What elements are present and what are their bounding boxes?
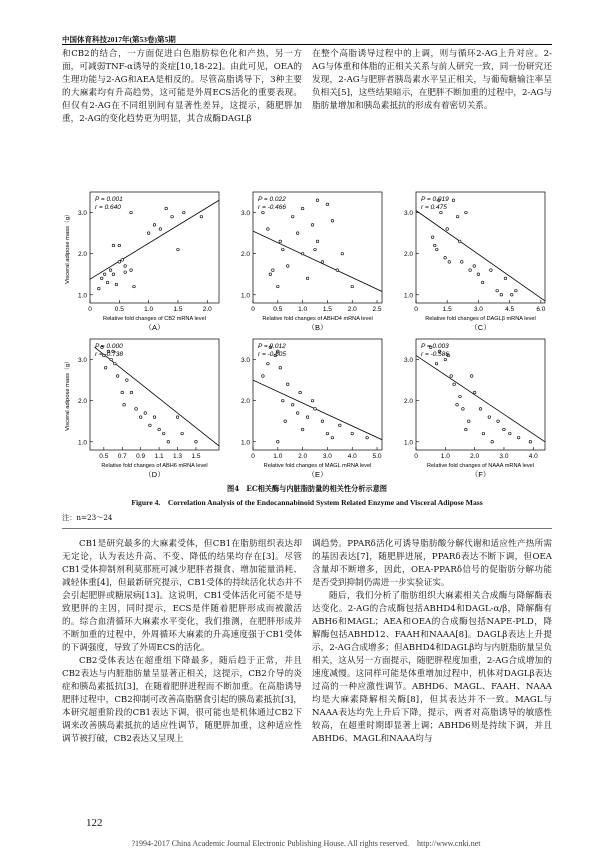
data-point xyxy=(159,228,162,231)
data-point xyxy=(491,440,494,443)
stat-p-value: P = 0.001 xyxy=(95,196,123,203)
data-point xyxy=(321,261,324,264)
data-point xyxy=(104,366,107,369)
paragraph: 和CB2的结合，一方面促进白色脂肪棕色化和产热，另一方面，可减弱TNF-α诱导的炎症[10,18-22]。由此可见，OEA的生理功能与2-AG和AEA是相反的。尽管高脂诱导下，3种主要的大麻素均有升高趋势，这可能是外周ECS活化的重要表现。但仅有2-AG在不同组别间有显著性差异，这提示，随肥胖加重，2-AG的变化趋势更为明显，其合成酶DAGLβ xyxy=(62,49,302,124)
data-point xyxy=(116,375,119,378)
x-tick-label: 2.0 xyxy=(470,453,480,460)
data-point xyxy=(479,408,482,411)
x-tick-label: 1.3 xyxy=(173,453,183,460)
x-tick-label: 1.5 xyxy=(442,306,452,313)
data-point xyxy=(311,224,314,227)
data-point xyxy=(469,269,472,272)
data-point xyxy=(200,215,203,218)
data-point xyxy=(130,211,133,214)
header-rule xyxy=(62,44,552,45)
data-point xyxy=(497,420,500,423)
data-point xyxy=(351,432,354,435)
data-point xyxy=(314,408,317,411)
data-point xyxy=(431,236,434,239)
x-tick-label: 3.0 xyxy=(473,306,483,313)
data-point xyxy=(504,277,507,280)
data-point xyxy=(165,207,168,210)
paragraph: CB1是研究最多的大麻素受体，但CB1在脂肪组织表达却无定论，认为表达升高、不变、降低的结果均存在[3]。尽管CB1受体抑制剂利莫那班可减少肥胖者摄食、增加能量消耗、减轻体重[4]，但最新研究提示，CB1受体的持续活化状态并不会引起肥胖或糖尿病[13]。这说明，CB1受体活化可能不是导致肥胖的主因，同时提示，ECS是伴随着肥胖形成而被激活的。综合血清循环大麻素水平变化，我们推测，在肥胖形成并不断加重的过程中，外周循环大麻素的升高速度强于CB1受体的下调强度，导致了外周ECS的活化。 xyxy=(62,539,302,653)
paragraph: CB2受体表达在超重组下降最多，随后趋于正常，并且CB2表达与内脏脂肪量呈显著正相关，这提示，CB2介导的炎症和胰岛素抵抗[3]，在随着肥胖进程而不断加重。在高脂诱导肥胖过程中，CB2抑制可改善高脂膳食引起的胰岛素抵抗[3]，本研究超重阶段的CB1表达下调，很可能也是机体通过CB2下调来改善胰岛素抵抗的适应性调节，随肥胖加重，这种适应性调节被打破，CB2表达又呈现上 xyxy=(62,656,302,744)
data-point xyxy=(529,440,532,443)
stat-p-value: P = 0.022 xyxy=(258,196,286,203)
regression-line xyxy=(416,355,545,441)
x-tick-label: 0.9 xyxy=(136,453,146,460)
data-point xyxy=(440,211,443,214)
data-point xyxy=(124,265,127,268)
stat-r-value: r = 0.640 xyxy=(95,204,121,211)
data-point xyxy=(436,248,439,251)
data-point xyxy=(453,383,456,386)
x-tick-label: 1.5 xyxy=(173,306,183,313)
panel-label: （B） xyxy=(307,323,328,332)
data-point xyxy=(277,285,280,288)
data-point xyxy=(351,285,354,288)
data-point xyxy=(299,391,302,394)
data-point xyxy=(465,428,468,431)
x-tick-label: 0.7 xyxy=(117,453,127,460)
data-point xyxy=(316,199,319,202)
data-point xyxy=(482,432,485,435)
y-tick-label: 3.0 xyxy=(77,357,87,365)
data-point xyxy=(144,412,147,415)
data-point xyxy=(339,424,342,427)
x-axis-label: Relative fold changes of DAGLβ mRNA level xyxy=(425,316,536,322)
data-point xyxy=(177,248,180,251)
data-point xyxy=(286,383,289,386)
scatter-panel xyxy=(225,333,388,480)
bottom-right-column xyxy=(312,538,552,746)
data-point xyxy=(336,269,339,272)
data-point xyxy=(106,281,109,284)
data-point xyxy=(130,391,133,394)
regression-line xyxy=(416,211,545,301)
data-point xyxy=(450,375,453,378)
data-point xyxy=(331,436,334,439)
top-left-column xyxy=(62,48,302,126)
data-point xyxy=(301,252,304,255)
y-tick-label: 1.0 xyxy=(77,439,87,447)
scatter-panel xyxy=(388,186,551,333)
data-point xyxy=(112,244,115,247)
x-tick-label: 1.0 xyxy=(440,453,450,460)
y-tick-label: 1.0 xyxy=(240,439,250,447)
x-tick-label: 4.0 xyxy=(528,453,538,460)
data-point xyxy=(331,219,334,222)
data-point xyxy=(109,269,112,272)
data-point xyxy=(110,358,113,361)
data-point xyxy=(121,259,124,262)
y-tick-label: 2.0 xyxy=(403,398,413,406)
y-axis-label: Visceral adipose mass（g） xyxy=(65,358,71,431)
page-number: 122 xyxy=(86,817,103,829)
x-tick-label: 0 xyxy=(414,306,418,313)
y-tick-label: 1.0 xyxy=(403,292,413,300)
stat-p-value: P = 0.019 xyxy=(421,196,449,203)
data-point xyxy=(118,244,121,247)
y-tick-label: 3.0 xyxy=(240,210,250,218)
stat-r-value: r = 0.475 xyxy=(421,204,447,211)
data-point xyxy=(126,379,129,382)
data-point xyxy=(456,403,459,406)
data-point xyxy=(488,416,491,419)
data-point xyxy=(301,428,304,431)
data-point xyxy=(311,399,314,402)
data-point xyxy=(456,215,459,218)
data-point xyxy=(444,256,447,259)
data-point xyxy=(301,207,304,210)
data-point xyxy=(281,248,284,251)
data-point xyxy=(435,362,438,365)
scatter-panel xyxy=(62,333,225,480)
data-point xyxy=(139,416,142,419)
top-right-column xyxy=(312,48,552,113)
data-point xyxy=(124,271,127,274)
data-point xyxy=(366,436,369,439)
data-point xyxy=(183,211,186,214)
y-tick-label: 2.0 xyxy=(240,251,250,259)
y-tick-label: 1.0 xyxy=(77,292,87,300)
data-point xyxy=(267,362,270,365)
data-point xyxy=(326,432,329,435)
x-tick-label: 3.0 xyxy=(322,453,332,460)
x-tick-label: 2.5 xyxy=(372,306,382,313)
paragraph: 调趋势。PPARδ活化可诱导脂肪酸分解代谢和适应性产热所需的基因表达[7]，随肥胖进展，PPARδ表达不断下调，但OEA含量却不断增多，因此，OEA-PPARδ信号的促脂肪分解功能是否受到抑制仍需进一步实验证实。 xyxy=(312,539,552,588)
x-tick-label: 1.0 xyxy=(144,306,154,313)
data-point xyxy=(465,211,468,214)
data-point xyxy=(467,420,470,423)
y-tick-label: 1.0 xyxy=(240,292,250,300)
data-point xyxy=(115,283,118,286)
stat-p-value: P = 0.012 xyxy=(258,343,286,350)
x-tick-label: 0.5 xyxy=(114,306,124,313)
data-point xyxy=(277,440,280,443)
x-tick-label: 0 xyxy=(251,306,255,313)
data-point xyxy=(460,261,463,264)
figure-4 xyxy=(62,186,552,480)
data-point xyxy=(446,228,449,231)
data-point xyxy=(162,432,165,435)
data-point xyxy=(100,277,103,280)
data-point xyxy=(458,240,461,243)
x-axis-label: Relative fold changes of MAGL mRNA level xyxy=(263,463,372,469)
data-point xyxy=(97,287,100,290)
data-point xyxy=(267,228,270,231)
scatter-panel xyxy=(62,186,225,333)
data-point xyxy=(473,265,476,268)
data-point xyxy=(153,224,156,227)
x-tick-label: 0 xyxy=(251,453,255,460)
stat-r-value: r = -0.505 xyxy=(258,351,287,358)
data-point xyxy=(306,277,309,280)
data-point xyxy=(510,293,513,296)
data-point xyxy=(272,269,275,272)
data-point xyxy=(321,420,324,423)
data-point xyxy=(481,281,484,284)
data-point xyxy=(123,403,126,406)
y-tick-label: 1.0 xyxy=(403,439,413,447)
y-tick-label: 2.0 xyxy=(403,251,413,259)
x-tick-label: 1.5 xyxy=(191,453,201,460)
data-point xyxy=(291,215,294,218)
paragraph: 在整个高脂诱导过程中的上调，则与循环2-AG上升对应。2-AG与体重和体脂的正相关关系与前人研究一致，同一份研究还发现，2-AG与肥胖者胰岛素水平呈正相关，与葡萄糖输注率呈负相关[5]，这些结果暗示，在肥胖不断加重的过程中，2-AG与脂肪量增加和胰岛素抵抗的形成有着密切关系。 xyxy=(312,49,552,111)
panel-label: （A） xyxy=(144,323,165,332)
x-tick-label: 1.0 xyxy=(273,453,283,460)
data-point xyxy=(503,428,506,431)
data-point xyxy=(195,440,198,443)
data-point xyxy=(158,428,161,431)
stat-r-value: r = -0.466 xyxy=(258,204,287,211)
stat-r-value: r = -0.586 xyxy=(421,351,450,358)
data-point xyxy=(515,289,518,292)
x-tick-label: 1.1 xyxy=(154,453,164,460)
data-point xyxy=(286,265,289,268)
x-tick-label: 0 xyxy=(414,453,418,460)
figure-caption-en: Figure 4. Correlation Analysis of the Endocannabinoid System Related Enzyme and Visceral Adipose Mass xyxy=(131,498,483,507)
data-point xyxy=(306,416,309,419)
data-point xyxy=(103,273,106,276)
data-point xyxy=(296,412,299,415)
scatter-panel xyxy=(388,333,551,480)
regression-line xyxy=(90,200,219,279)
data-point xyxy=(459,395,462,398)
data-point xyxy=(291,403,294,406)
x-axis-label: Relative fold changes of ABH6 mRNA level xyxy=(101,463,208,469)
data-point xyxy=(176,416,179,419)
x-tick-label: 1.0 xyxy=(298,306,308,313)
y-tick-label: 3.0 xyxy=(403,357,413,365)
data-point xyxy=(262,211,265,214)
data-point xyxy=(462,408,465,411)
y-axis-label: Visceral adipose mass（g） xyxy=(65,211,71,284)
x-tick-label: 4.0 xyxy=(347,453,357,460)
data-point xyxy=(314,248,317,251)
section-rule xyxy=(62,528,552,529)
stat-r-value: r = -0.738 xyxy=(95,351,124,358)
data-point xyxy=(316,240,319,243)
copyright-footer: ?1994-2017 China Academic Journal Electronic Publishing House. All rights reserved. http://www.cnki.net xyxy=(131,839,481,848)
data-point xyxy=(130,269,133,272)
data-point xyxy=(517,436,520,439)
data-point xyxy=(135,408,138,411)
y-tick-label: 2.0 xyxy=(77,251,87,259)
y-tick-label: 3.0 xyxy=(403,210,413,218)
data-point xyxy=(279,240,282,243)
data-point xyxy=(509,432,512,435)
data-point xyxy=(153,416,156,419)
stat-p-value: P = 0.000 xyxy=(95,343,123,350)
x-tick-label: 4.5 xyxy=(505,306,515,313)
scatter-panel xyxy=(225,186,388,333)
journal-header: 中国体育科技2017年(第53卷)第5期 xyxy=(62,35,176,44)
x-tick-label: 0.5 xyxy=(273,306,283,313)
data-point xyxy=(490,269,493,272)
data-point xyxy=(496,289,499,292)
panel-label: （E） xyxy=(307,470,328,479)
regression-line xyxy=(95,347,219,446)
data-point xyxy=(171,215,174,218)
x-tick-label: 2.0 xyxy=(202,306,212,313)
data-point xyxy=(181,432,184,435)
data-point xyxy=(149,424,152,427)
data-point xyxy=(281,399,284,402)
data-point xyxy=(269,273,272,276)
data-point xyxy=(118,261,121,264)
data-point xyxy=(114,362,117,365)
panel-label: （D） xyxy=(144,470,165,479)
data-point xyxy=(444,358,447,361)
x-tick-label: 0.5 xyxy=(99,453,109,460)
x-axis-label: Relative fold changes of NAAA mRNA level xyxy=(427,463,534,469)
x-axis-label: Relative fold changes of CB2 mRNA level xyxy=(103,316,206,322)
data-point xyxy=(284,420,287,423)
panel-label: （F） xyxy=(470,470,491,479)
figure-note: 注：n=23～24 xyxy=(62,513,113,522)
data-point xyxy=(279,366,282,369)
x-tick-label: 2.0 xyxy=(347,306,357,313)
panel-label: （C） xyxy=(470,323,491,332)
x-tick-label: 3.0 xyxy=(499,453,509,460)
data-point xyxy=(500,293,503,296)
bottom-left-column xyxy=(62,538,302,746)
data-point xyxy=(470,375,473,378)
y-tick-label: 2.0 xyxy=(240,398,250,406)
data-point xyxy=(262,375,265,378)
data-point xyxy=(452,199,455,202)
stat-p-value: P = 0.003 xyxy=(421,343,449,350)
data-point xyxy=(167,440,170,443)
x-tick-label: 1.5 xyxy=(322,306,332,313)
data-point xyxy=(448,261,451,264)
y-tick-label: 3.0 xyxy=(240,357,250,365)
data-point xyxy=(341,252,344,255)
y-tick-label: 3.0 xyxy=(77,210,87,218)
data-point xyxy=(296,232,299,235)
x-tick-label: 6.0 xyxy=(536,306,546,313)
data-point xyxy=(147,232,150,235)
figure-caption-cn: 图4 EC相关酶与内脏脂肪量的相关性分析示意图 xyxy=(227,484,387,493)
x-tick-label: 0 xyxy=(88,306,92,313)
x-axis-label: Relative fold changes of ABHD4 mRNA level xyxy=(262,316,373,322)
y-tick-label: 2.0 xyxy=(77,398,87,406)
data-point xyxy=(121,391,124,394)
data-point xyxy=(433,244,436,247)
x-tick-label: 5.0 xyxy=(372,453,382,460)
paragraph: 随后，我们分析了脂肪组织大麻素相关合成酶与降解酶表达变化。2-AG的合成酶包括ABHD4和DAGL-α/β，降解酶有ABH6和MAGL；AEA和OEA的合成酶包括NAPE-PLD，降解酶包括ABHD12、FAAH和NAAA[8]。DAGLβ表达上升提示，2-AG合成增多；但ABHD4和DAGLβ均与内脏脂肪量呈负相关，这从另一方面提示，随肥胖程度加重，2-AG合成增加的速度减慢。这同样可能是体重增加过程中，机体对DAGLβ表达过高的一种应激性调节。ABHD6、MAGL、FAAH、NAAA均是大麻素降解相关酶[8]，但其表达并不一致。MAGL与NAAA表达均先上升后下降，提示，两者对高脂诱导的敏感性较高，在超重时期即显著上调；ABHD6则是持续下调，并且ABHD6、MAGL和NAAA均与 xyxy=(312,591,552,744)
data-point xyxy=(326,203,329,206)
data-point xyxy=(473,391,476,394)
x-tick-label: 2.0 xyxy=(298,453,308,460)
data-point xyxy=(112,273,115,276)
data-point xyxy=(133,285,136,288)
regression-line xyxy=(253,380,382,440)
data-point xyxy=(477,273,480,276)
